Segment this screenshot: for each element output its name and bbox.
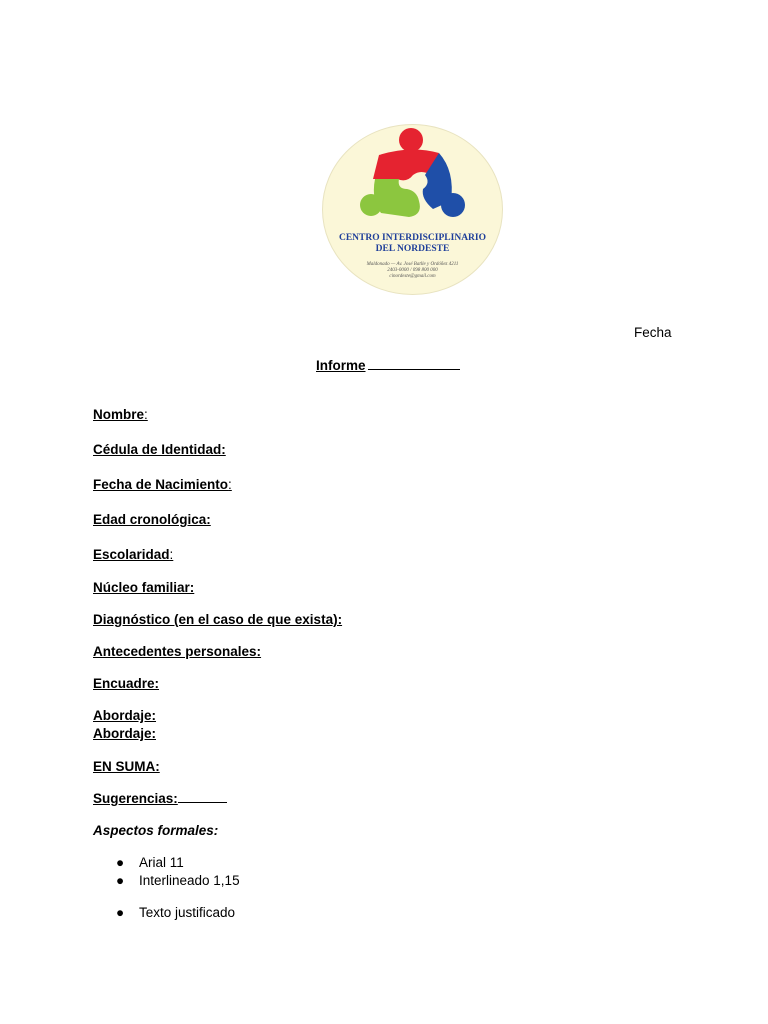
field-nombre-label: Nombre <box>93 407 145 422</box>
list-item-text: Texto justificado <box>139 905 236 920</box>
logo-title-line2: DEL NORDESTE <box>375 244 450 254</box>
logo-address: Maldonado — Av. José Batlle y Ordóñez 4211 <box>366 262 459 267</box>
field-encuadre: Encuadre: <box>93 676 160 691</box>
field-sugerencias <box>93 790 227 806</box>
field-abordaje-1: Abordaje: <box>93 708 157 723</box>
field-cedula: Cédula de Identidad: <box>93 442 226 457</box>
field-edad: Edad cronológica: <box>93 512 211 527</box>
logo-phone: 2403-0000 / 098 800 000 <box>387 268 438 273</box>
field-escolaridad-label: Escolaridad <box>93 547 170 562</box>
list-item <box>116 855 184 870</box>
list-item <box>116 905 235 920</box>
field-fecha-nacimiento-colon: : <box>228 477 232 492</box>
field-fecha-nacimiento-label: Fecha de Nacimiento <box>93 477 229 492</box>
field-escolaridad <box>93 547 173 562</box>
list-item <box>116 873 240 888</box>
bullet-icon: ● <box>116 855 125 870</box>
logo-title-line1: CENTRO INTERDISCIPLINARIO <box>338 233 487 243</box>
field-sugerencias-blank <box>178 790 227 803</box>
report-title-text: Informe <box>316 358 366 373</box>
field-en-suma: EN SUMA: <box>93 759 160 774</box>
report-title-blank <box>368 357 460 370</box>
logo-email: cinordeste@gmail.com <box>389 274 436 279</box>
date-label: Fecha <box>634 325 672 340</box>
list-item-text: Arial 11 <box>139 855 184 870</box>
field-antecedentes: Antecedentes personales: <box>93 644 262 659</box>
field-sugerencias-label: Sugerencias: <box>93 791 178 806</box>
field-nombre <box>93 407 148 422</box>
field-nombre-colon: : <box>144 407 148 422</box>
report-title <box>316 357 460 373</box>
aspectos-title: Aspectos formales: <box>93 823 219 838</box>
list-item-text: Interlineado 1,15 <box>139 873 240 888</box>
center-logo <box>321 123 504 296</box>
field-abordaje-2: Abordaje: <box>93 726 157 741</box>
field-diagnostico: Diagnóstico (en el caso de que exista): <box>93 612 343 627</box>
field-nucleo: Núcleo familiar: <box>93 580 195 595</box>
field-escolaridad-colon: : <box>169 547 174 562</box>
field-fecha-nacimiento <box>93 477 232 492</box>
bullet-icon: ● <box>116 873 125 888</box>
bullet-icon: ● <box>116 905 125 920</box>
